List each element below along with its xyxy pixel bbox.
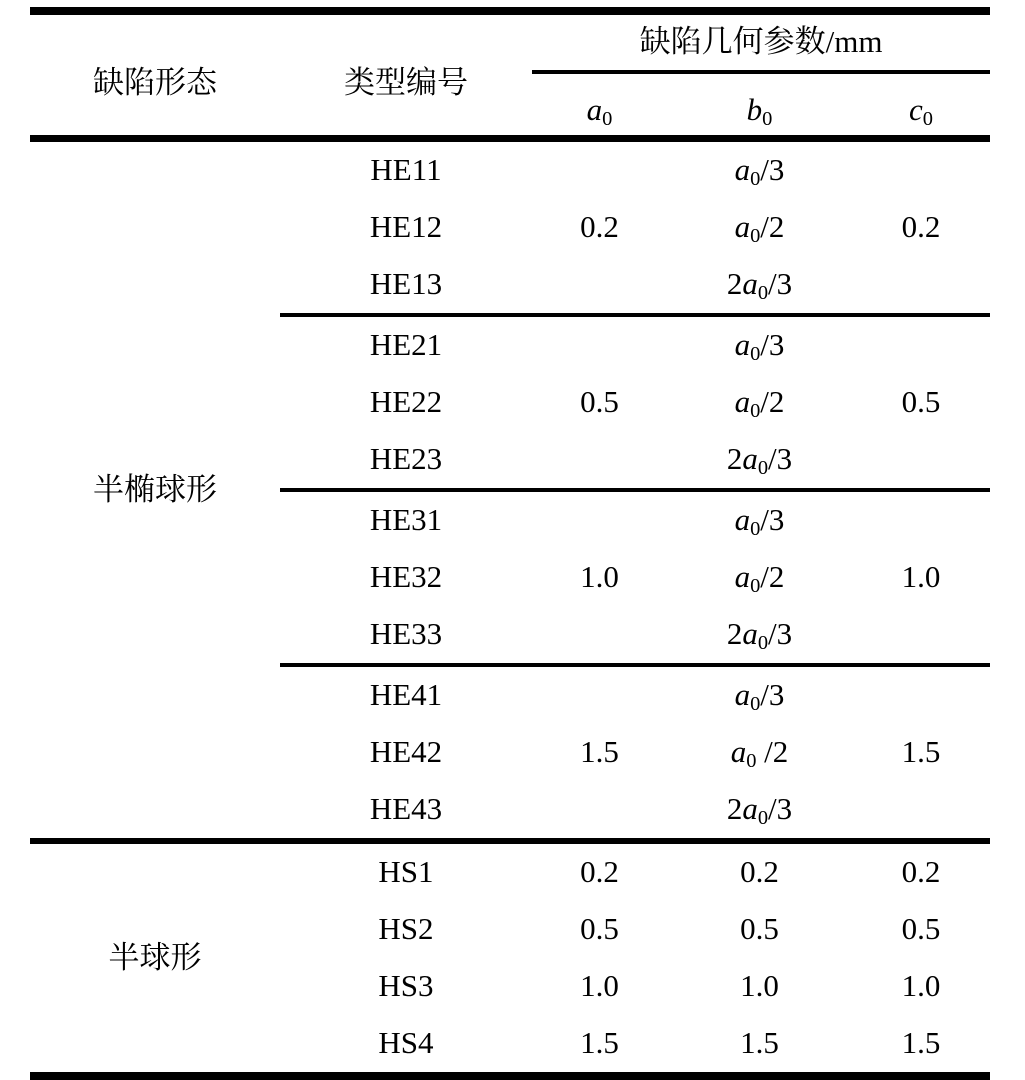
code-cell: HS1	[378, 854, 434, 890]
code-cell: HE32	[369, 559, 443, 595]
col-header-c0: $c_0$	[852, 72, 990, 139]
c0-cell: 1.0	[901, 559, 941, 595]
b0-cell: 0.2	[740, 854, 779, 890]
a0-cell: 1.0	[580, 968, 619, 1004]
a0-cell	[532, 431, 667, 490]
c0-cell	[852, 606, 990, 665]
code-cell: HE42	[369, 734, 443, 770]
c0-cell	[852, 431, 990, 490]
col-header-type-code: 类型编号	[280, 11, 532, 139]
code-cell: HE31	[369, 502, 443, 538]
c0-cell	[852, 781, 990, 841]
code-cell: HE33	[280, 606, 532, 665]
b0-cell: $a_0/2$	[734, 559, 785, 598]
defect-parameter-table	[30, 7, 990, 1080]
a0-cell: 0.5	[580, 911, 619, 947]
table-row	[30, 139, 990, 200]
code-cell: HE41	[369, 677, 443, 713]
a0-cell	[532, 315, 667, 374]
b0-cell: $2a_0/3$	[667, 431, 852, 490]
col-header-defect-shape: 缺陷形态	[30, 11, 280, 139]
b0-cell: $a_0/2$	[734, 209, 785, 248]
c0-cell	[852, 490, 990, 549]
code-cell: HS2	[378, 911, 434, 947]
b0-cell: 1.0	[740, 968, 779, 1004]
b0-cell: $2a_0/3$	[667, 256, 852, 315]
table-row	[30, 841, 990, 901]
header-row-group	[30, 11, 990, 72]
a0-cell	[532, 781, 667, 841]
b0-cell: $a_0/2$	[734, 384, 785, 423]
code-cell: HE22	[369, 384, 443, 420]
b0-cell: $a_0$ /2	[730, 734, 789, 773]
b0-cell: $2a_0/3$	[667, 606, 852, 665]
c0-cell: 0.2	[901, 854, 941, 890]
b0-cell: $a_0/3$	[734, 502, 785, 541]
code-cell: HE12	[369, 209, 443, 245]
c0-cell	[852, 315, 990, 374]
b0-cell: $a_0/3$	[734, 677, 785, 716]
a0-cell: 0.5	[580, 384, 619, 420]
a0-cell	[532, 139, 667, 200]
a0-cell: 0.2	[580, 854, 619, 890]
col-header-a0: $a_0$	[532, 72, 667, 139]
b0-cell: 0.5	[740, 911, 779, 947]
c0-cell: 0.2	[901, 209, 941, 245]
c0-cell: 0.5	[901, 384, 941, 420]
c0-cell	[852, 665, 990, 724]
c0-cell: 1.5	[901, 734, 941, 770]
a0-cell: 1.0	[580, 559, 619, 595]
c0-cell: 1.5	[901, 1025, 941, 1061]
code-cell: HS4	[378, 1025, 434, 1061]
a0-cell: 0.2	[580, 209, 619, 245]
a0-cell	[532, 606, 667, 665]
code-cell: HE21	[369, 327, 443, 363]
code-cell: HE13	[280, 256, 532, 315]
code-cell: HE43	[280, 781, 532, 841]
a0-cell	[532, 256, 667, 315]
group-header-geometry-params: 缺陷几何参数/mm	[532, 11, 990, 72]
c0-cell	[852, 256, 990, 315]
a0-cell	[532, 665, 667, 724]
code-cell: HE11	[370, 152, 442, 188]
col-header-b0: $b_0$	[667, 72, 852, 139]
b0-cell: $2a_0/3$	[667, 781, 852, 841]
shape-cell-semi-ellipsoid: 半椭球形	[30, 139, 280, 842]
c0-cell: 1.0	[901, 968, 941, 1004]
c0-cell: 0.5	[901, 911, 941, 947]
a0-cell: 1.5	[580, 1025, 619, 1061]
code-cell: HS3	[378, 968, 434, 1004]
b0-cell: 1.5	[740, 1025, 779, 1061]
a0-cell: 1.5	[580, 734, 619, 770]
shape-cell-hemisphere: 半球形	[108, 939, 202, 975]
b0-cell: $a_0/3$	[734, 327, 785, 366]
b0-cell: $a_0/3$	[734, 152, 785, 191]
c0-cell	[852, 139, 990, 200]
a0-cell	[532, 490, 667, 549]
code-cell: HE23	[280, 431, 532, 490]
